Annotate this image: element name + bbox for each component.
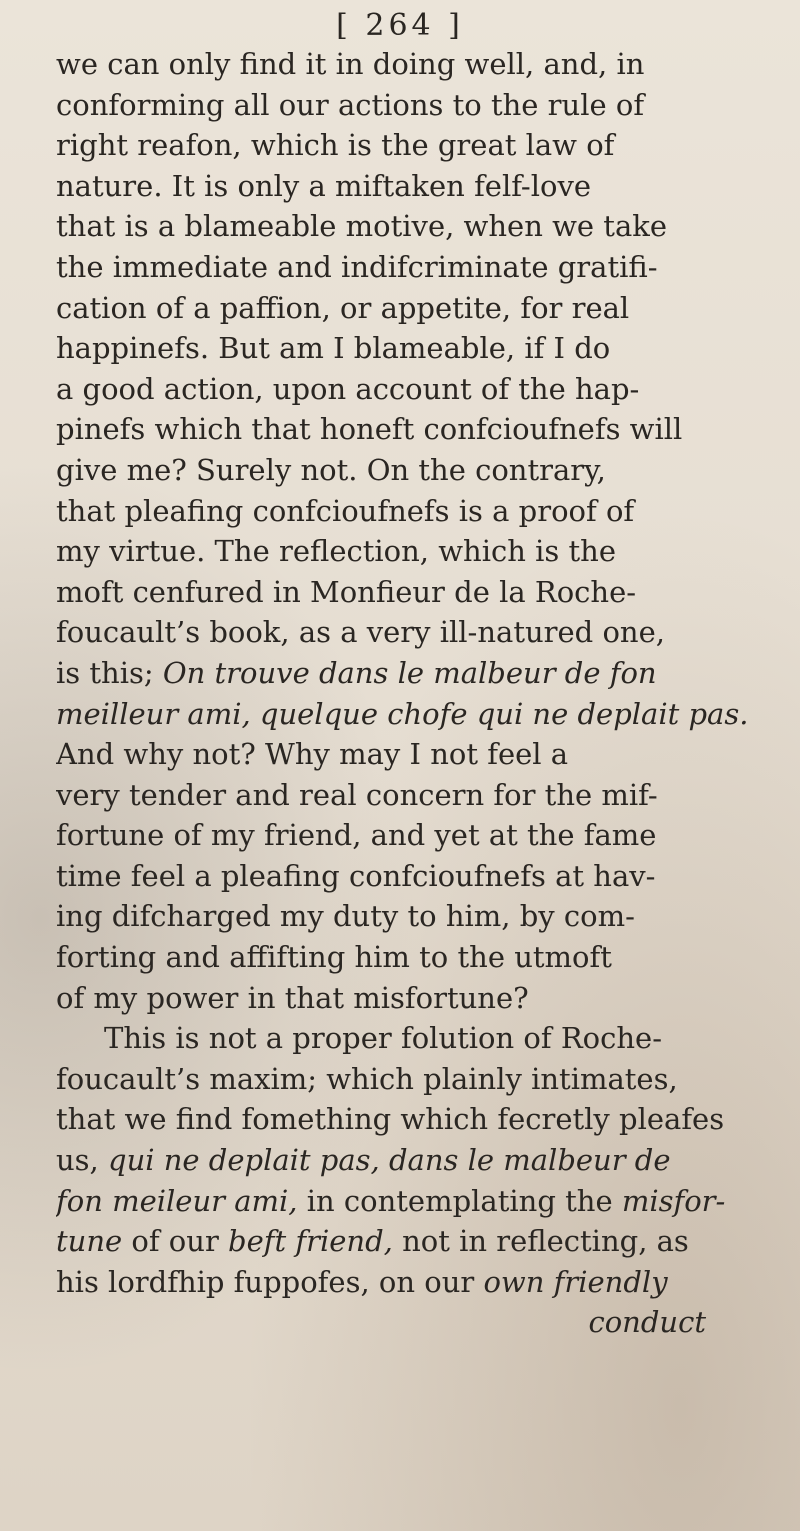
text-line: give me? Surely not. On the contrary, — [56, 452, 606, 487]
text-line: moft cenfured in Monfieur de la Roche- — [56, 574, 637, 609]
text-line — [56, 694, 776, 735]
text-line: that we find fomething which fecretly pleafes — [56, 1102, 725, 1137]
body-text — [56, 44, 776, 1343]
text-line: is this; On trouve dans le malbeur de fon — [56, 655, 657, 690]
text-line: us, qui ne deplait pas, dans le malbeur de — [56, 1143, 671, 1178]
text-line: my virtue. The reflection, which is the — [56, 534, 617, 569]
emphasis: own friendly — [483, 1264, 668, 1299]
emphasis: misfor- — [621, 1183, 726, 1218]
text-line: that is a blameable motive, when we take — [56, 209, 667, 244]
text-line: fortune of my friend, and yet at the fame — [56, 818, 657, 853]
text-line: right reafon, which is the great law of — [56, 128, 615, 163]
page-number: [ 264 ] — [336, 8, 464, 43]
text-line: tune of our beft friend, not in reflecting, as — [56, 1224, 689, 1259]
text-line: his lordfhip fuppofes, on our own friendly — [56, 1264, 668, 1299]
text-line: that pleafing confcioufnefs is a proof of — [56, 493, 635, 528]
text-line: forting and affifting him to the utmoft — [56, 940, 612, 975]
text-line: very tender and real concern for the mif- — [56, 777, 658, 812]
text-line: This is not a proper folution of Roche- — [104, 1021, 662, 1056]
text-line: foucault’s maxim; which plainly intimates, — [56, 1061, 678, 1096]
emphasis: tune — [56, 1224, 123, 1259]
text-line: of my power in that misfortune? — [56, 980, 529, 1015]
text-line: the immediate and indifcriminate gratifi- — [56, 249, 658, 284]
emphasis: beft friend, — [228, 1224, 393, 1259]
french-quote: On trouve dans le malbeur de fon — [162, 655, 657, 690]
text-line: ing difcharged my duty to him, by com- — [56, 899, 635, 934]
text-line: And why not? Why may I not feel a — [56, 737, 569, 772]
text-line: a good action, upon account of the hap- — [56, 371, 640, 406]
text-line: fon meileur ami, in contemplating the misfor- — [56, 1183, 726, 1218]
text-line: cation of a paffion, or appetite, for real — [56, 290, 630, 325]
text-line: pinefs which that honeft confcioufnefs will — [56, 412, 683, 447]
text-line: conforming all our actions to the rule of — [56, 87, 645, 122]
text-line: we can only find it in doing well, and, in — [56, 47, 645, 81]
french-quote: qui ne deplait pas, dans le malbeur de — [108, 1143, 671, 1178]
text-line: foucault’s book, as a very ill-natured one, — [56, 615, 665, 650]
catchword — [56, 1302, 776, 1343]
french-quote: meilleur ami, quelque chofe qui ne deplait pas. — [56, 696, 749, 731]
text-line: time feel a pleafing confcioufnefs at hav- — [56, 858, 656, 893]
emphasis: conduct — [588, 1305, 706, 1340]
french-quote: fon meileur ami, — [56, 1183, 298, 1218]
text-line: nature. It is only a miftaken felf-love — [56, 168, 592, 203]
text-line: happinefs. But am I blameable, if I do — [56, 331, 611, 366]
